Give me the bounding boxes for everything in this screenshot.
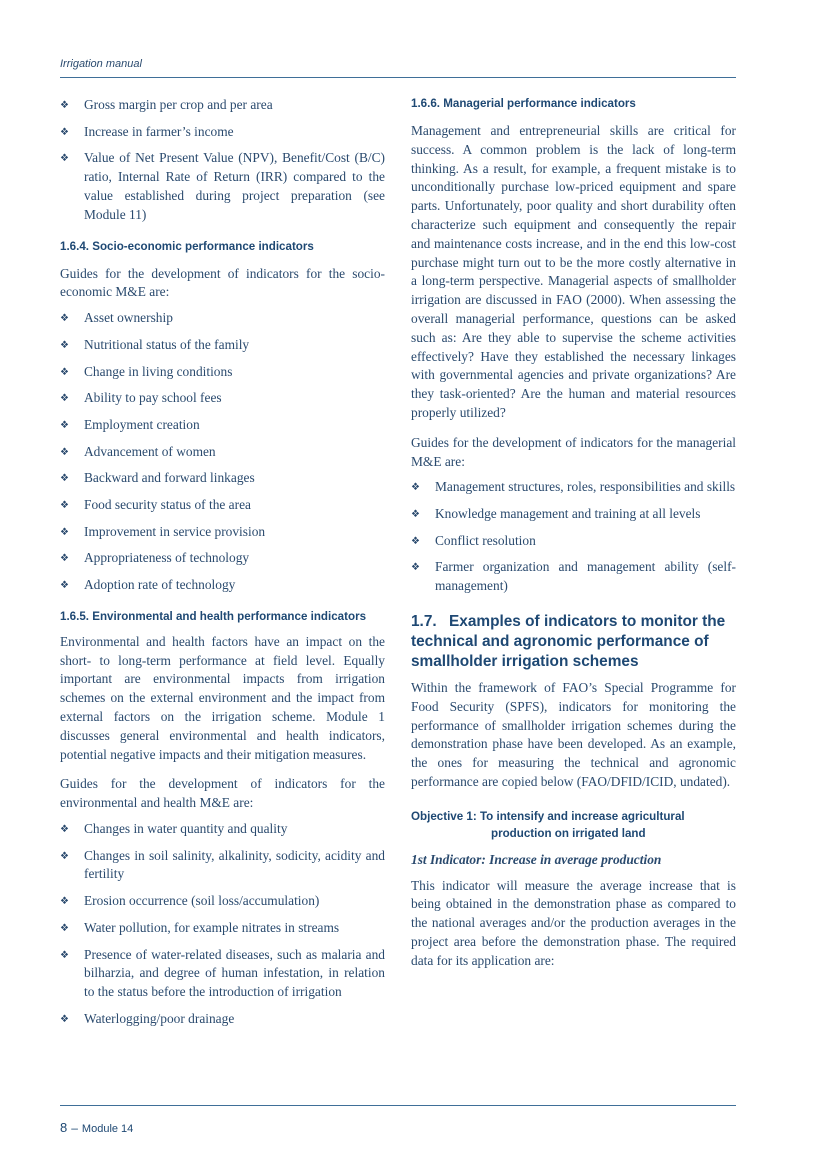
list-item [60,149,385,224]
bullet-list-economic [60,96,385,225]
bullet-icon: ❖ [60,949,69,961]
list-item-text: Appropriateness of technology [84,550,250,566]
bullet-icon: ❖ [411,482,420,494]
page-footer [60,1119,133,1137]
list-item [60,96,385,115]
list-item [60,336,385,355]
bullet-icon: ❖ [60,339,69,351]
list-item [60,820,385,839]
list-item [60,946,385,1002]
list-item-text: Knowledge management and training at all levels [435,506,701,522]
list-item-text: Change in living conditions [84,363,233,379]
bullet-icon: ❖ [60,126,69,138]
bullet-icon: ❖ [60,1013,69,1025]
list-item [60,309,385,328]
bullet-list-environmental [60,820,385,1029]
list-item [60,389,385,408]
objective-1-line-1: Objective 1: To intensify and increase agricultural [411,809,685,823]
list-item-text: Gross margin per crop and per area [84,97,273,112]
list-item-text: Farmer organization and management ability (self-management) [435,559,736,594]
objective-1-heading [411,808,736,842]
list-item-text: Conflict resolution [435,532,536,548]
bullet-icon: ❖ [60,499,69,511]
module-label: Module 14 [81,1123,134,1135]
paragraph-managerial-guides: Guides for the development of indicators for the managerial M&E are: [411,434,736,469]
heading-1-7 [411,612,736,672]
indicator-1-heading: 1st Indicator: Increase in average production [411,851,662,867]
heading-1-6-5: 1.6.5. Environmental and health performance indicators [60,609,367,623]
list-item-text: Waterlogging/poor drainage [84,1010,235,1026]
paragraph-environmental-guides: Guides for the development of indicators for the environmental and health M&E are: [60,776,385,811]
list-item-text: Adoption rate of technology [84,577,236,593]
bullet-icon: ❖ [411,562,420,574]
list-item [60,892,385,911]
list-item-text: Backward and forward linkages [84,470,255,486]
right-column [411,96,736,971]
paragraph-managerial-intro: Management and entrepreneurial skills are critical for success. A common problem is the lack of long-term thinking. As a result, for example, a frequent mistake is to unconditionally purchase low-priced equipment and spare parts. Unfortunately, poor quality and short durability often characterize such equipment and consequently the repair and maintenance costs increase, and in the end this low-cost purchase might turn out to be the more costly alternative in a long-term perspective. Managerial aspects of smallholder irrigation are discussed in FAO (2000). When assessing the overall managerial performance, questions can be asked such as: Are they able to supervise the scheme activities effectively? Have they established the necessary linkages with governmental agencies and private organizations? Are they task-oriented? Are the human and material resources properly utilized? [411,123,736,420]
footer-separator: – [71,1121,78,1135]
list-item [60,443,385,462]
list-item [411,478,736,497]
bullet-icon: ❖ [60,922,69,934]
list-item-text: Presence of water-related diseases, such as malaria and bilharzia, and degree of human infestation, in relation to the status before the introduction of irrigation [84,946,385,1000]
list-item-text: Ability to pay school fees [84,390,222,406]
heading-1-6-6: 1.6.6. Managerial performance indicators [411,97,636,110]
paragraph-environmental-intro: Environmental and health factors have an impact on the short- to long-term performance at field level. Equally important are environmental impacts from irrigation schemes on the external environment and the impact from external factors on the irrigation scheme. Module 1 discusses general environmental and health indicators, potential negative impacts and their mitigation measures. [60,633,385,762]
list-item [60,416,385,435]
bullet-icon: ❖ [60,850,69,862]
list-item-text: Water pollution, for example nitrates in streams [84,919,340,935]
objective-1-line-2: production on irrigated land [491,826,646,840]
bullet-list-managerial [411,478,736,596]
list-item [60,919,385,938]
list-item [411,532,736,551]
list-item-text: Changes in soil salinity, alkalinity, sodicity, acidity and fertility [84,847,385,882]
bullet-icon: ❖ [60,393,69,405]
bullet-icon: ❖ [60,526,69,538]
list-item [60,549,385,568]
page-number: 8 [60,1120,68,1135]
heading-1-6-4: 1.6.4. Socio-economic performance indicators [60,239,314,253]
bullet-icon: ❖ [411,535,420,547]
paragraph-spfs: Within the framework of FAO’s Special Programme for Food Security (SPFS), indicators for monitoring the performance of smallholder irrigation schemes during the demonstration phase have been developed. As an example, the ones for measuring the technical and agronomic performance are copied below (FAO/DFID/ICID, undated). [411,680,736,789]
bullet-icon: ❖ [60,473,69,485]
paragraph-socio-economic: Guides for the development of indicators for the socio-economic M&E are: [60,265,385,300]
bullet-icon: ❖ [60,553,69,565]
list-item-text: Value of Net Present Value (NPV), Benefit/Cost (B/C) ratio, Internal Rate of Return (IRR) compared to the value established during project preparation (see Module 11) [84,150,385,222]
list-item-text: Increase in farmer’s income [84,123,234,139]
list-item [411,558,736,596]
list-item [60,576,385,595]
list-item [60,123,385,142]
list-item-text: Employment creation [84,416,200,432]
bullet-icon: ❖ [60,446,69,458]
bullet-icon: ❖ [60,153,69,165]
list-item-text: Asset ownership [84,310,173,326]
list-item-text: Food security status of the area [84,496,251,512]
list-item-text: Advancement of women [84,443,216,459]
list-item [60,1010,385,1029]
list-item-text: Improvement in service provision [84,523,266,539]
list-item [60,496,385,515]
list-item [60,363,385,382]
paragraph-indicator-1: This indicator will measure the average increase that is being obtained in the demonstration phase as compared to the national averages and/or the production averages in the project area before the demonstration phase. The required data for its application are: [411,877,736,968]
bullet-icon: ❖ [60,100,69,111]
header-rule [60,77,736,78]
bullet-list-socio-economic [60,309,385,595]
bullet-icon: ❖ [60,580,69,592]
bullet-icon: ❖ [60,824,69,835]
list-item [60,847,385,885]
heading-1-7-text: Examples of indicators to monitor the technical and agronomic performance of smallholder irrigation schemes [411,613,726,670]
bullet-icon: ❖ [60,366,69,378]
bullet-icon: ❖ [60,313,69,325]
bullet-icon: ❖ [411,509,420,521]
list-item [60,469,385,488]
list-item [411,505,736,524]
footer-rule [60,1105,736,1106]
list-item-text: Erosion occurrence (soil loss/accumulation) [84,893,320,909]
list-item-text: Nutritional status of the family [84,336,250,352]
heading-1-7-number: 1.7. [411,613,437,630]
list-item [60,523,385,542]
running-header: Irrigation manual [60,58,142,70]
bullet-icon: ❖ [60,896,69,908]
left-column [60,96,385,1037]
bullet-icon: ❖ [60,419,69,431]
list-item-text: Management structures, roles, responsibilities and skills [435,479,736,495]
list-item-text: Changes in water quantity and quality [84,821,288,836]
